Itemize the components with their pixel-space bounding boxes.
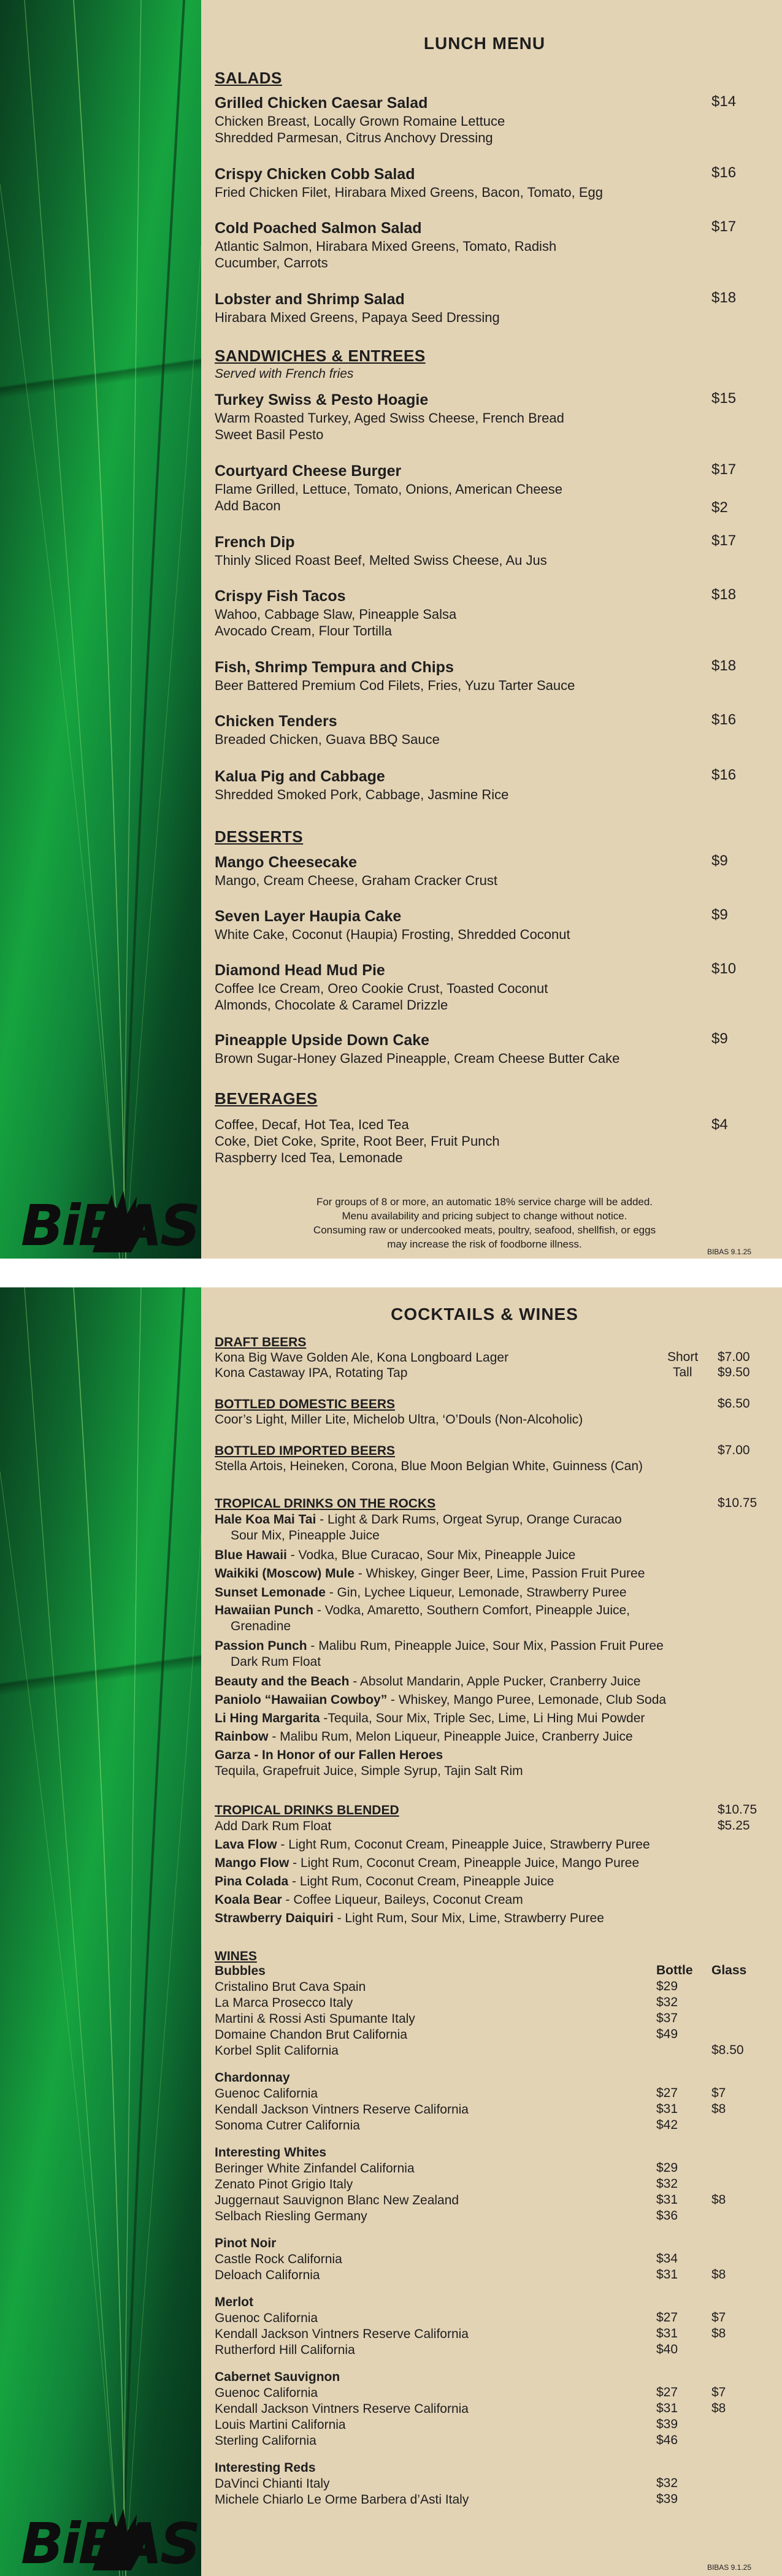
drink-desc: - Malibu Rum, Pineapple Juice, Sour Mix, Passion Fruit Puree (307, 1639, 664, 1653)
cocktails-wines-page (0, 1287, 782, 2576)
wine-name: Sonoma Cutrer California (215, 2118, 360, 2133)
beverage-line: Raspberry Iced Tea, Lemonade (215, 1150, 403, 1165)
wine-name: Kendall Jackson Vintners Reserve California (215, 2103, 469, 2117)
version-tag: BIBAS 9.1.25 (707, 1248, 751, 1256)
drink-desc: - Light Rum, Coconut Cream, Pineapple Juice (288, 1874, 554, 1888)
wine-name: Deloach California (215, 2268, 320, 2282)
drink-line (215, 1585, 627, 1601)
wine-group-name: Pinot Noir (215, 2236, 277, 2250)
wine-name: Kendall Jackson Vintners Reserve California (215, 2402, 469, 2416)
lunch-menu-content (215, 0, 767, 1259)
drink-desc: - Light & Dark Rums, Orgeat Syrup, Orange Curacao (316, 1512, 622, 1527)
version-tag: BIBAS 9.1.25 (707, 2563, 751, 2572)
wine-name: Domaine Chandon Brut California (215, 2028, 408, 2042)
beverage-line: Coke, Diet Coke, Sprite, Root Beer, Fruit Punch (215, 1133, 500, 1149)
wine-bottle-price: $27 (656, 2086, 678, 2100)
wine-glass-price: $7 (711, 2310, 726, 2325)
drink-desc: Tequila, Grapefruit Juice, Simple Syrup, Tajin Salt Rim (215, 1764, 523, 1778)
wine-bottle-price: $29 (656, 2161, 678, 2175)
item-name: Chicken Tenders (215, 713, 337, 730)
imported-line: Stella Artois, Heineken, Corona, Blue Moon Belgian White, Guinness (Can) (215, 1459, 643, 1473)
draft-line: Kona Castaway IPA, Rotating Tap (215, 1366, 408, 1380)
drink-name: Strawberry Daiquiri (215, 1911, 334, 1925)
item-name: Grilled Chicken Caesar Salad (215, 94, 428, 112)
item-price: $18 (711, 586, 737, 603)
menu-item (215, 289, 754, 326)
wine-name: Guenoc California (215, 2087, 318, 2101)
wine-group-name: Interesting Reds (215, 2461, 316, 2475)
item-desc: Chicken Breast, Locally Grown Romaine Lettuce (215, 113, 505, 129)
item-price: $9 (711, 1030, 728, 1047)
wine-bottle-price: $29 (656, 1979, 678, 1993)
drink-line (215, 1855, 639, 1871)
item-name: Crispy Fish Tacos (215, 588, 346, 605)
menu-item (215, 586, 754, 639)
drink-name: Sunset Lemonade (215, 1585, 326, 1600)
item-addon-price: $2 (711, 499, 728, 516)
item-name: Kalua Pig and Cabbage (215, 768, 385, 785)
wine-bottle-price: $32 (656, 2476, 678, 2490)
drink-line (215, 1711, 645, 1727)
item-price: $16 (711, 767, 737, 783)
glass-column-header: Glass (711, 1963, 747, 1977)
drink-line (215, 1638, 664, 1654)
service-notice (215, 1195, 754, 1251)
item-desc: Mango, Cream Cheese, Graham Cracker Crust (215, 873, 497, 888)
wine-glass-price: $8 (711, 2401, 726, 2415)
draft-line: Kona Big Wave Golden Ale, Kona Longboard Lager (215, 1351, 509, 1365)
wine-name: Michele Chiarlo Le Orme Barbera d’Asti Italy (215, 2493, 469, 2507)
wine-name: Cristalino Brut Cava Spain (215, 1980, 366, 1994)
drink-line (215, 1911, 604, 1926)
drink-desc: - Light Rum, Coconut Cream, Pineapple Juice, Strawberry Puree (277, 1838, 650, 1852)
item-price: $16 (711, 164, 737, 181)
menu-item (215, 164, 754, 201)
imported-heading: BOTTLED IMPORTED BEERS (215, 1444, 396, 1458)
wines-heading: WINES (215, 1949, 257, 1963)
drink-desc: - Whiskey, Ginger Beer, Lime, Passion Fruit Puree (354, 1566, 645, 1581)
wine-bottle-price: $39 (656, 2417, 678, 2431)
item-desc: Add Bacon (215, 498, 281, 513)
wine-name: Sterling California (215, 2434, 316, 2448)
drink-line (215, 1729, 633, 1745)
drink-desc-cont: Grenadine (231, 1619, 291, 1633)
drink-desc: - Whiskey, Mango Puree, Lemonade, Club Soda (387, 1693, 667, 1707)
wine-name: Martini & Rossi Asti Spumante Italy (215, 2012, 415, 2026)
item-price: $10 (711, 960, 737, 977)
item-desc: Coffee Ice Cream, Oreo Cookie Crust, Toasted Coconut (215, 981, 548, 996)
page-title: COCKTAILS & WINES (391, 1305, 578, 1324)
wine-name: La Marca Prosecco Italy (215, 1996, 353, 2010)
menu-item (215, 461, 754, 514)
wine-bottle-price: $46 (656, 2433, 678, 2447)
wine-bottle-price: $31 (656, 2267, 678, 2282)
drink-line (215, 1512, 622, 1528)
drink-desc: - Coffee Liqueur, Baileys, Coconut Cream (282, 1893, 523, 1907)
item-desc: Warm Roasted Turkey, Aged Swiss Cheese, French Bread (215, 410, 564, 426)
wine-bottle-price: $40 (656, 2342, 678, 2356)
notice-line: For groups of 8 or more, an automatic 18% service charge will be added. (316, 1196, 653, 1208)
item-price: $17 (711, 218, 737, 235)
drink-line (215, 1566, 645, 1582)
item-name: Mango Cheesecake (215, 854, 358, 871)
drink-line (215, 1874, 554, 1890)
wine-bottle-price: $42 (656, 2118, 678, 2132)
bottle-column-header: Bottle (656, 1963, 693, 1977)
wine-bottle-price: $37 (656, 2011, 678, 2025)
bibas-logo (21, 2505, 199, 2576)
wine-glass-price: $8 (711, 2102, 726, 2116)
item-name: Diamond Head Mud Pie (215, 962, 385, 979)
logo-text: BiBAS (21, 1193, 199, 1259)
draft-size: Short (667, 1350, 699, 1364)
cocktails-content (215, 1287, 767, 2576)
drink-desc: - Vodka, Blue Curacao, Sour Mix, Pineapple Juice (286, 1548, 576, 1562)
menu-item (215, 960, 754, 1013)
menu-item (215, 767, 754, 803)
wine-name: Juggernaut Sauvignon Blanc New Zealand (215, 2193, 459, 2207)
wine-bottle-price: $34 (656, 2252, 678, 2266)
item-desc: Thinly Sliced Roast Beef, Melted Swiss Cheese, Au Jus (215, 553, 547, 568)
notice-line: Consuming raw or undercooked meats, poultry, seafood, shellfish, or eggs (313, 1224, 656, 1236)
drink-desc: - Absolut Mandarin, Apple Pucker, Cranberry Juice (349, 1674, 641, 1689)
wine-name: Kendall Jackson Vintners Reserve California (215, 2327, 469, 2341)
wine-bottle-price: $32 (656, 1995, 678, 2009)
item-price: $9 (711, 907, 728, 923)
item-price: $9 (711, 853, 728, 869)
sandwiches-subheading: Served with French fries (215, 367, 354, 381)
draft-price: $7.00 (718, 1350, 750, 1364)
item-desc: Atlantic Salmon, Hirabara Mixed Greens, Tomato, Radish (215, 239, 557, 254)
blended-heading: TROPICAL DRINKS BLENDED (215, 1803, 399, 1817)
item-name: Courtyard Cheese Burger (215, 462, 402, 480)
drink-name: Hawaiian Punch (215, 1603, 314, 1617)
wine-bottle-price: $31 (656, 2102, 678, 2116)
drink-name: Blue Hawaii (215, 1548, 287, 1562)
wine-glass-price: $8.50 (711, 2043, 744, 2057)
wine-bottle-price: $36 (656, 2209, 678, 2223)
drink-name: Koala Bear (215, 1893, 282, 1907)
item-name: Fish, Shrimp Tempura and Chips (215, 659, 454, 676)
wine-name: Selbach Riesling Germany (215, 2209, 367, 2223)
drink-name: Paniolo “Hawaiian Cowboy” (215, 1693, 388, 1707)
item-price: $14 (711, 93, 737, 110)
beverage-line: Coffee, Decaf, Hot Tea, Iced Tea (215, 1117, 409, 1132)
blended-float-price: $5.25 (718, 1819, 750, 1833)
sandwiches-heading: SANDWICHES & ENTREES (215, 347, 426, 365)
wine-glass-price: $8 (711, 2267, 726, 2282)
drink-name: Mango Flow (215, 1856, 289, 1870)
drink-line (215, 1837, 650, 1853)
imported-price: $7.00 (718, 1443, 750, 1457)
drink-name: Hale Koa Mai Tai (215, 1512, 316, 1527)
palm-leaf-image (0, 1287, 201, 2576)
drink-desc: - Malibu Rum, Melon Liqueur, Pineapple Juice, Cranberry Juice (268, 1730, 633, 1744)
item-desc: Shredded Smoked Pork, Cabbage, Jasmine Rice (215, 787, 509, 802)
draft-size: Tall (673, 1365, 692, 1379)
item-desc: White Cake, Coconut (Haupia) Frosting, Shredded Coconut (215, 927, 570, 942)
notice-line: Menu availability and pricing subject to change without notice. (342, 1210, 627, 1222)
drink-name: Pina Colada (215, 1874, 289, 1888)
drink-desc: - Light Rum, Coconut Cream, Pineapple Juice, Mango Puree (289, 1856, 640, 1870)
drink-name: Li Hing Margarita (215, 1711, 320, 1725)
wine-name: Louis Martini California (215, 2418, 346, 2432)
wine-group-name: Merlot (215, 2295, 253, 2309)
item-price: $4 (711, 1116, 728, 1133)
wine-name: Guenoc California (215, 2386, 318, 2400)
item-desc: Almonds, Chocolate & Caramel Drizzle (215, 997, 448, 1013)
drink-line (215, 1692, 666, 1708)
menu-item (215, 218, 754, 271)
item-price: $18 (711, 289, 737, 306)
drink-desc: - Vodka, Amaretto, Southern Comfort, Pineapple Juice, (313, 1603, 630, 1617)
item-name: Crispy Chicken Cobb Salad (215, 166, 415, 183)
domestic-heading: BOTTLED DOMESTIC BEERS (215, 1397, 396, 1411)
drink-name: Passion Punch (215, 1639, 307, 1653)
wine-bottle-price: $31 (656, 2193, 678, 2207)
item-desc: Wahoo, Cabbage Slaw, Pineapple Salsa (215, 607, 457, 622)
drink-desc: - Light Rum, Sour Mix, Lime, Strawberry Puree (333, 1911, 604, 1925)
menu-item (215, 657, 754, 694)
wine-group-name: Cabernet Sauvignon (215, 2370, 340, 2384)
drink-name: Garza - In Honor of our Fallen Heroes (215, 1748, 443, 1762)
desserts-heading: DESSERTS (215, 827, 304, 846)
draft-heading: DRAFT BEERS (215, 1335, 307, 1349)
item-name: Seven Layer Haupia Cake (215, 908, 402, 925)
menu-item (215, 1030, 754, 1067)
domestic-price: $6.50 (718, 1397, 750, 1411)
beverages-list (215, 1116, 754, 1166)
item-desc: Avocado Cream, Flour Tortilla (215, 623, 392, 638)
wine-bottle-price: $27 (656, 2310, 678, 2325)
wine-group-name: Interesting Whites (215, 2145, 327, 2160)
item-name: Pineapple Upside Down Cake (215, 1032, 430, 1049)
menu-item (215, 93, 754, 146)
drink-line (215, 1674, 640, 1690)
item-desc: Cucumber, Carrots (215, 255, 328, 270)
wine-name: Castle Rock California (215, 2252, 342, 2266)
rocks-price: $10.75 (718, 1496, 757, 1510)
notice-line: may increase the risk of foodborne illness. (387, 1238, 582, 1250)
item-price: $17 (711, 532, 737, 549)
item-desc: Breaded Chicken, Guava BBQ Sauce (215, 732, 440, 747)
wine-bottle-price: $27 (656, 2385, 678, 2399)
item-price: $15 (711, 390, 737, 407)
menu-item (215, 390, 754, 443)
bibas-logo (21, 1187, 199, 1259)
menu-item (215, 907, 754, 943)
blended-price: $10.75 (718, 1803, 757, 1817)
palm-leaf-image (0, 0, 201, 1259)
wine-bottle-price: $31 (656, 2401, 678, 2415)
beverages-heading: BEVERAGES (215, 1089, 318, 1108)
drink-name: Rainbow (215, 1730, 269, 1744)
drink-line (215, 1892, 523, 1908)
drink-desc-cont: Sour Mix, Pineapple Juice (231, 1528, 380, 1543)
draft-price: $9.50 (718, 1365, 750, 1379)
blended-float: Add Dark Rum Float (215, 1819, 332, 1833)
drink-name: Beauty and the Beach (215, 1674, 350, 1689)
wine-name: Korbel Split California (215, 2044, 339, 2058)
wine-group-name: Bubbles (215, 1964, 266, 1978)
drink-desc: -Tequila, Sour Mix, Triple Sec, Lime, Li Hing Mui Powder (320, 1711, 645, 1725)
item-desc: Flame Grilled, Lettuce, Tomato, Onions, American Cheese (215, 481, 562, 497)
item-desc: Beer Battered Premium Cod Filets, Fries, Yuzu Tarter Sauce (215, 678, 575, 693)
item-desc: Brown Sugar-Honey Glazed Pineapple, Cream Cheese Butter Cake (215, 1051, 620, 1066)
wine-bottle-price: $49 (656, 2027, 678, 2041)
domestic-line: Coor’s Light, Miller Lite, Michelob Ultra, ‘O’Douls (Non-Alcoholic) (215, 1413, 583, 1427)
lunch-menu-page (0, 0, 782, 1259)
wine-bottle-price: $31 (656, 2326, 678, 2340)
item-name: Turkey Swiss & Pesto Hoagie (215, 391, 429, 408)
drink-desc: - Gin, Lychee Liqueur, Lemonade, Strawberry Puree (325, 1585, 627, 1600)
item-price: $16 (711, 711, 737, 728)
item-desc: Shredded Parmesan, Citrus Anchovy Dressing (215, 130, 493, 145)
menu-item (215, 532, 754, 569)
item-price: $18 (711, 657, 737, 674)
wine-bottle-price: $39 (656, 2492, 678, 2506)
item-name: Cold Poached Salmon Salad (215, 220, 422, 237)
salads-heading: SALADS (215, 69, 282, 87)
logo-text: BiBAS (21, 2511, 199, 2576)
drink-line (215, 1603, 630, 1619)
wine-glass-price: $8 (711, 2193, 726, 2207)
drink-desc-cont: Dark Rum Float (231, 1655, 321, 1669)
drink-name: Waikiki (Moscow) Mule (215, 1566, 355, 1581)
wine-group-name: Chardonnay (215, 2071, 290, 2085)
wine-name: Zenato Pinot Grigio Italy (215, 2177, 353, 2191)
drink-name: Lava Flow (215, 1838, 277, 1852)
wine-glass-price: $7 (711, 2086, 726, 2100)
wine-name: DaVinci Chianti Italy (215, 2477, 330, 2491)
wine-glass-price: $8 (711, 2326, 726, 2340)
wine-name: Rutherford Hill California (215, 2343, 355, 2357)
wine-name: Guenoc California (215, 2311, 318, 2325)
wine-glass-price: $7 (711, 2385, 726, 2399)
menu-item (215, 853, 754, 889)
item-desc: Hirabara Mixed Greens, Papaya Seed Dressing (215, 310, 500, 325)
wine-name: Beringer White Zinfandel California (215, 2161, 415, 2175)
page-title: LUNCH MENU (423, 34, 546, 53)
item-price: $17 (711, 461, 737, 478)
item-name: Lobster and Shrimp Salad (215, 291, 405, 308)
item-desc: Fried Chicken Filet, Hirabara Mixed Greens, Bacon, Tomato, Egg (215, 185, 603, 200)
drink-line (215, 1547, 575, 1563)
wine-bottle-price: $32 (656, 2177, 678, 2191)
item-desc: Sweet Basil Pesto (215, 427, 324, 442)
item-name: French Dip (215, 534, 295, 551)
rocks-heading: TROPICAL DRINKS ON THE ROCKS (215, 1497, 436, 1511)
menu-item (215, 711, 754, 748)
